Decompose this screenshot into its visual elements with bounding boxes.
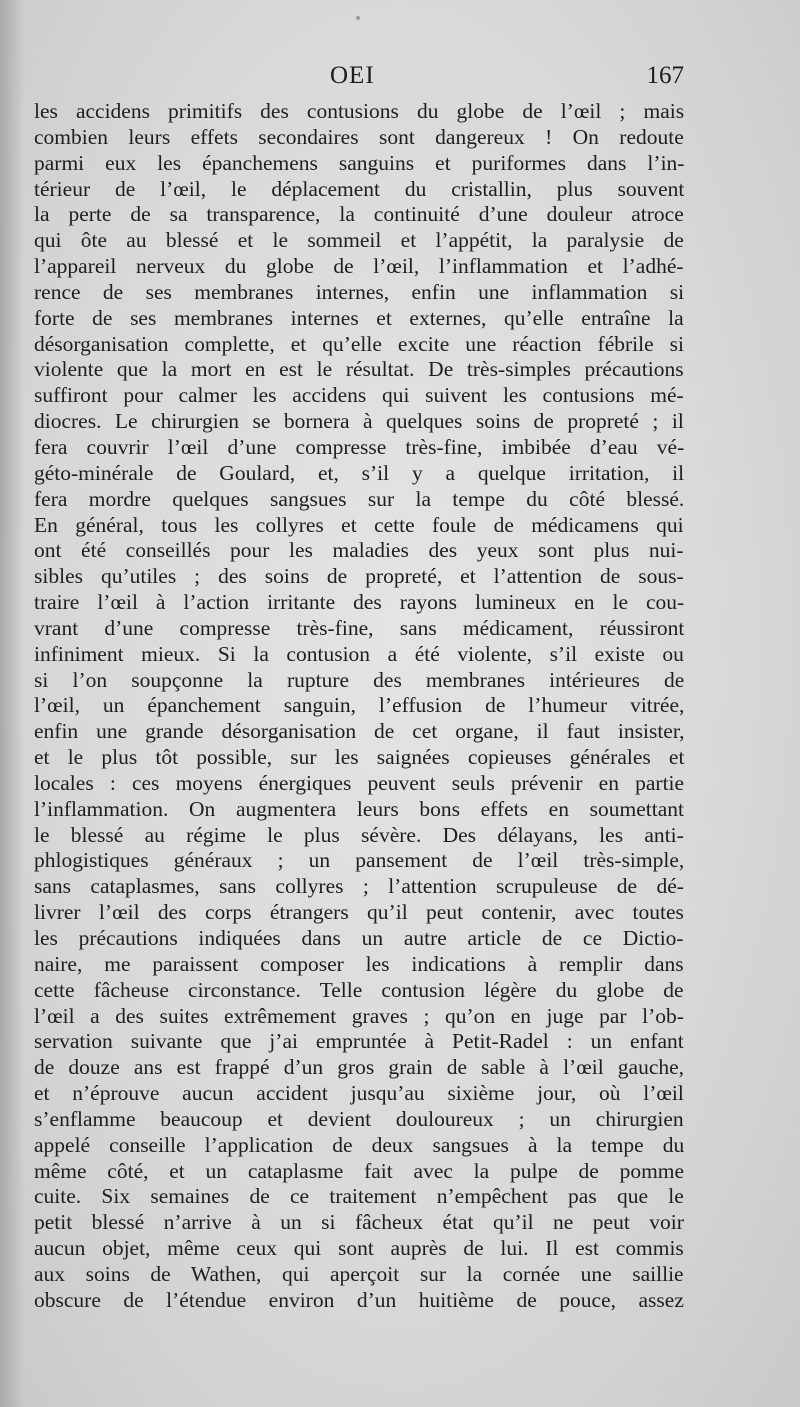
text-line: servation suivante que j’ai empruntée à Petit-Radel : un enfant: [34, 1029, 684, 1054]
text-line: locales : ces moyens énergiques peuvent seuls prévenir en partie: [34, 770, 685, 795]
paper-speck: [356, 16, 360, 20]
text-line: obscure de l’étendue environ d’un huitième de pouce, assez: [34, 1287, 684, 1312]
text-line: traire l’œil à l’action irritante des rayons lumineux en le cou-: [34, 590, 685, 615]
text-line: de douze ans est frappé d’un gros grain de sable à l’œil gauche,: [34, 1055, 685, 1080]
text-line: s’enflamme beaucoup et devient douloureux ; un chirurgien: [34, 1106, 684, 1131]
text-line: si l’on soupçonne la rupture des membranes intérieures de: [34, 667, 685, 692]
binding-shadow: [0, 0, 24, 1407]
text-line: violente que la mort en est le résultat. De très-simples précautions: [34, 357, 684, 382]
text-line: les accidens primitifs des contusions du globe de l’œil ; mais: [34, 99, 685, 123]
text-line: même côté, et un cataplasme fait avec la pulpe de pomme: [34, 1158, 685, 1183]
text-line: fera couvrir l’œil d’une compresse très-fine, imbibée d’eau vé-: [34, 434, 685, 459]
text-line: parmi eux les épanchemens sanguins et puriformes dans l’in-: [34, 150, 685, 175]
page-number: 167: [646, 62, 684, 89]
text-line: fera mordre quelques sangsues sur la tempe du côté blessé.: [34, 486, 685, 511]
page-header: [34, 62, 684, 96]
text-line: l’œil, un épanchement sanguin, l’effusion de l’humeur vitrée,: [34, 693, 685, 718]
text-line: l’inflammation. On augmentera leurs bons effets en soumettant: [34, 796, 684, 821]
text-line: sans cataplasmes, sans collyres ; l’attention scrupuleuse de dé-: [34, 874, 684, 899]
running-head: OEI: [330, 62, 375, 89]
body-text: [34, 99, 684, 1314]
text-line: combien leurs effets secondaires sont dangereux ! On redoute: [34, 124, 684, 149]
text-line: vrant d’une compresse très-fine, sans médicament, réussiront: [34, 615, 685, 640]
text-line: l’œil a des suites extrêmement graves ; qu’on en juge par l’ob-: [34, 1003, 684, 1028]
text-line: désorganisation complette, et qu’elle excite une réaction fébrile si: [34, 331, 684, 356]
text-line: cuite. Six semaines de ce traitement n’empêchent pas que le: [34, 1184, 684, 1209]
text-line: phlogistiques généraux ; un pansement de l’œil très-simple,: [34, 848, 685, 873]
text-line: et le plus tôt possible, sur les saignées copieuses générales et: [34, 745, 685, 770]
text-line: suffiront pour calmer les accidens qui suivent les contusions mé-: [34, 383, 684, 408]
text-line: appelé conseille l’application de deux sangsues à la tempe du: [34, 1132, 685, 1157]
text-line: sibles qu’utiles ; des soins de propreté, et l’attention de sous-: [34, 564, 684, 589]
text-line: diocres. Le chirurgien se bornera à quelques soins de propreté ; il: [34, 409, 684, 434]
text-line: petit blessé n’arrive à un si fâcheux état qu’il ne peut voir: [34, 1210, 684, 1235]
text-line: térieur de l’œil, le déplacement du cristallin, plus souvent: [34, 176, 685, 201]
text-line: aucun objet, même ceux qui sont auprès de lui. Il est commis: [34, 1236, 684, 1261]
text-line: géto-minérale de Goulard, et, s’il y a quelque irritation, il: [34, 460, 685, 485]
text-line: aux soins de Wathen, qui aperçoit sur la cornée une saillie: [34, 1261, 684, 1286]
text-line: naire, me paraissent composer les indications à remplir dans: [34, 951, 684, 976]
text-line: cette fâcheuse circonstance. Telle contusion légère du globe de: [34, 977, 684, 1002]
text-line: infiniment mieux. Si la contusion a été violente, s’il existe ou: [34, 641, 684, 666]
text-line: enfin une grande désorganisation de cet organe, il faut insister,: [34, 719, 685, 744]
text-line: qui ôte au blessé et le sommeil et l’appétit, la paralysie de: [34, 228, 684, 253]
text-line: rence de ses membranes internes, enfin une inflammation si: [34, 279, 685, 304]
text-line: et n’éprouve aucun accident jusqu’au sixième jour, où l’œil: [34, 1081, 684, 1106]
text-line: forte de ses membranes internes et externes, qu’elle entraîne la: [34, 305, 684, 330]
text-line: les précautions indiquées dans un autre article de ce Dictio-: [34, 926, 684, 950]
text-line: l’appareil nerveux du globe de l’œil, l’inflammation et l’adhé-: [34, 254, 684, 279]
text-line: le blessé au régime le plus sévère. Des délayans, les anti-: [34, 822, 684, 847]
text-line: la perte de sa transparence, la continuité d’une douleur atroce: [34, 202, 684, 227]
text-line: En général, tous les collyres et cette foule de médicamens qui: [34, 512, 684, 537]
text-line: ont été conseillés pour les maladies des yeux sont plus nui-: [34, 538, 684, 563]
text-line: livrer l’œil des corps étrangers qu’il peut contenir, avec toutes: [34, 900, 684, 925]
